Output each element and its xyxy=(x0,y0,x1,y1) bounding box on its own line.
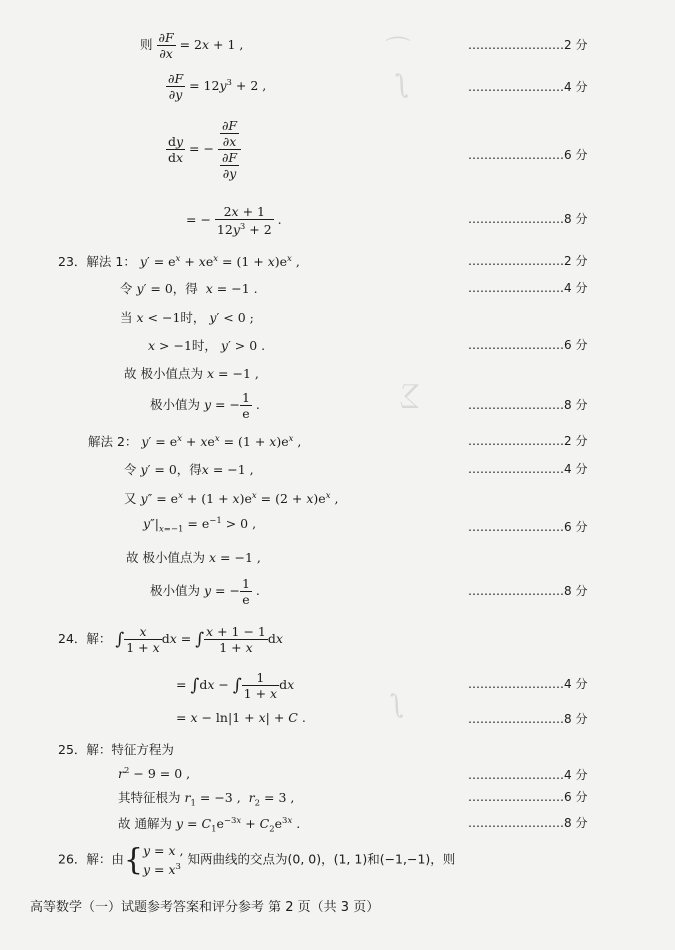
score-mark: ……………………4 分 xyxy=(468,80,588,94)
score-mark: ……………………4 分 xyxy=(468,281,588,295)
score-mark: ……………………8 分 xyxy=(468,584,588,598)
q23-method1-line5: 故 极小值点为 x = −1 , xyxy=(124,366,259,381)
q24-line2: = ∫dx − ∫ $\frac{1}{1 + x}$ dx xyxy=(176,670,295,701)
one-over-1-plus-x: $\frac{1}{1 + x}$ xyxy=(243,670,278,701)
score-mark: ……………………4 分 xyxy=(468,677,588,691)
rewritten-fraction: $\frac{x + 1 - 1}{1 + x}$ xyxy=(206,624,266,655)
q25-line3: 其特征根为 $r_1 = -3$ , $r_2 = 3$ , xyxy=(118,790,295,809)
implicit-derivative-line: $\frac{dy}{dx}$ = − $\frac{\frac{\partial F}{\partial x}}{\frac{\partial F}{\partial y}}$ xyxy=(166,118,241,181)
score-mark: ……………………6 分 xyxy=(468,520,588,534)
score-mark: ……………………6 分 xyxy=(468,148,588,162)
q23-method2-line1: 解法 2： $y' = e^x + xe^x = (1 + x)e^x$ , xyxy=(88,433,302,449)
score-mark: ……………………2 分 xyxy=(468,434,588,448)
q23-method1-line2: 令 y′ = 0，得 x = −1 . xyxy=(120,281,258,296)
label-ling: 令 xyxy=(120,281,133,296)
compound-fraction: $\frac{\frac{\partial F}{\partial x}}{\frac{\partial F}{\partial y}}$ xyxy=(218,118,241,181)
label-jixiao-point: 极小值点为 xyxy=(142,550,206,565)
q24-label: 24．解： xyxy=(58,631,112,646)
score-mark: ……………………4 分 xyxy=(468,462,588,476)
q26-label: 26．解：由 xyxy=(58,851,124,867)
partial-f-x: $\frac{\partial F}{\partial x}$ xyxy=(158,30,174,61)
label-ling: 令 xyxy=(124,462,137,477)
page-footer: 高等数学（一）试题参考答案和评分参考 第 2 页（共 3 页） xyxy=(30,900,380,915)
partial-fy-line: $\frac{\partial F}{\partial y}$ = $12y^3 + 2$ , xyxy=(168,71,267,102)
q26-rest: 知两曲线的交点为(0, 0)，(1, 1)和(−1,−1)，则 xyxy=(187,851,456,867)
label-shi: 时， xyxy=(191,338,217,353)
label-tezhenggen: 其特征根为 xyxy=(118,790,181,805)
score-mark: ……………………8 分 xyxy=(468,816,588,830)
q23-method2-line3: 又 $y'' = e^x + (1 + x)e^x = (2 + x)e^x$ , xyxy=(124,490,339,506)
label-jixiao-value: 极小值为 xyxy=(150,397,201,412)
bleed-through-mark: ⌒ xyxy=(385,36,412,66)
label-gu: 故 xyxy=(126,550,139,565)
dy-dx: $\frac{dy}{dx}$ xyxy=(168,134,184,165)
x-over-1-plus-x: $\frac{x}{1 + x}$ xyxy=(126,624,160,655)
one-over-e: $\frac{1}{e}$ xyxy=(241,576,250,607)
label-you: 又 xyxy=(124,491,137,506)
label-gu: 故 xyxy=(118,816,131,831)
score-mark: ……………………6 分 xyxy=(468,338,588,352)
q25-line2: $r^2 - 9 = 0$ , xyxy=(118,766,191,782)
score-mark: ……………………8 分 xyxy=(468,212,588,226)
result-fraction: $\frac{2x + 1}{12y^3 + 2}$ xyxy=(216,204,272,238)
q25-label: 25．解：特征方程为 xyxy=(58,742,174,757)
score-mark: ……………………2 分 xyxy=(468,38,588,52)
score-mark: ……………………8 分 xyxy=(468,712,588,726)
score-mark: ……………………6 分 xyxy=(468,790,588,804)
q25-line4: 故 通解为 $y = C_1e^{-3x} + C_2e^{3x}$ . xyxy=(118,815,301,835)
implicit-result-line: = − $\frac{2x + 1}{12y^3 + 2}$ . xyxy=(186,204,282,238)
q23-label: 23．解法 1： xyxy=(58,254,136,269)
q26-line1: 26．解：由{ y = x , $y = x^3$ 知两曲线的交点为(0, 0)，(1, 1)和(−1,−1)，则 xyxy=(58,842,456,878)
label-shi: 时， xyxy=(180,310,206,325)
label-tongjie: 通解为 xyxy=(134,816,173,831)
label-jixiao-value: 极小值为 xyxy=(150,583,201,598)
q24-line3: = x − ln|1 + x| + C . xyxy=(176,710,306,725)
label-dang: 当 xyxy=(120,310,133,325)
partial-fx-line: 则 $\frac{\partial F}{\partial x}$ = 2x + 1 , xyxy=(140,30,244,61)
label-gu: 故 xyxy=(124,366,137,381)
bleed-through-mark: ∫ xyxy=(395,70,409,100)
q23-method2-line5: 故 极小值点为 x = −1 , xyxy=(126,550,261,565)
label-de: ，得 xyxy=(176,462,202,477)
label-ze: 则 xyxy=(140,37,153,52)
one-over-e: $\frac{1}{e}$ xyxy=(241,390,250,421)
system-of-curves: y = x , $y = x^3$ xyxy=(143,843,184,878)
partial-f-y: $\frac{\partial F}{\partial y}$ xyxy=(168,71,184,102)
bleed-through-mark: ∫ xyxy=(390,690,404,720)
q23-method1-line4: x > −1时， y′ > 0 . xyxy=(148,338,266,353)
label-de: ，得 xyxy=(172,281,198,296)
q23-method2-line2: 令 y′ = 0，得x = −1 , xyxy=(124,462,254,477)
q23-method2-line6: 极小值为 y = − $\frac{1}{e}$ . xyxy=(150,576,260,607)
q23-method1-line6: 极小值为 y = − $\frac{1}{e}$ . xyxy=(150,390,260,421)
score-mark: ……………………8 分 xyxy=(468,398,588,412)
q23b-label: 解法 2： xyxy=(88,434,138,449)
q23-method1-line1: 23．解法 1： $y' = e^x + xe^x = (1 + x)e^x$ , xyxy=(58,253,300,269)
score-mark: ……………………2 分 xyxy=(468,254,588,268)
q23-method2-line4: $y''|_{x=-1} = e^{-1} > 0$ , xyxy=(143,516,257,535)
q24-line1: 24．解： ∫ $\frac{x}{1 + x}$ dx = ∫ $\frac{x + 1 - 1}{1 + x}$ dx xyxy=(58,624,283,655)
label-jixiao-point: 极小值点为 xyxy=(140,366,204,381)
score-mark: ……………………4 分 xyxy=(468,768,588,782)
q23-method1-line3: 当 x < −1时， y′ < 0 ; xyxy=(120,310,254,325)
bleed-through-mark: ∑ xyxy=(400,380,419,410)
